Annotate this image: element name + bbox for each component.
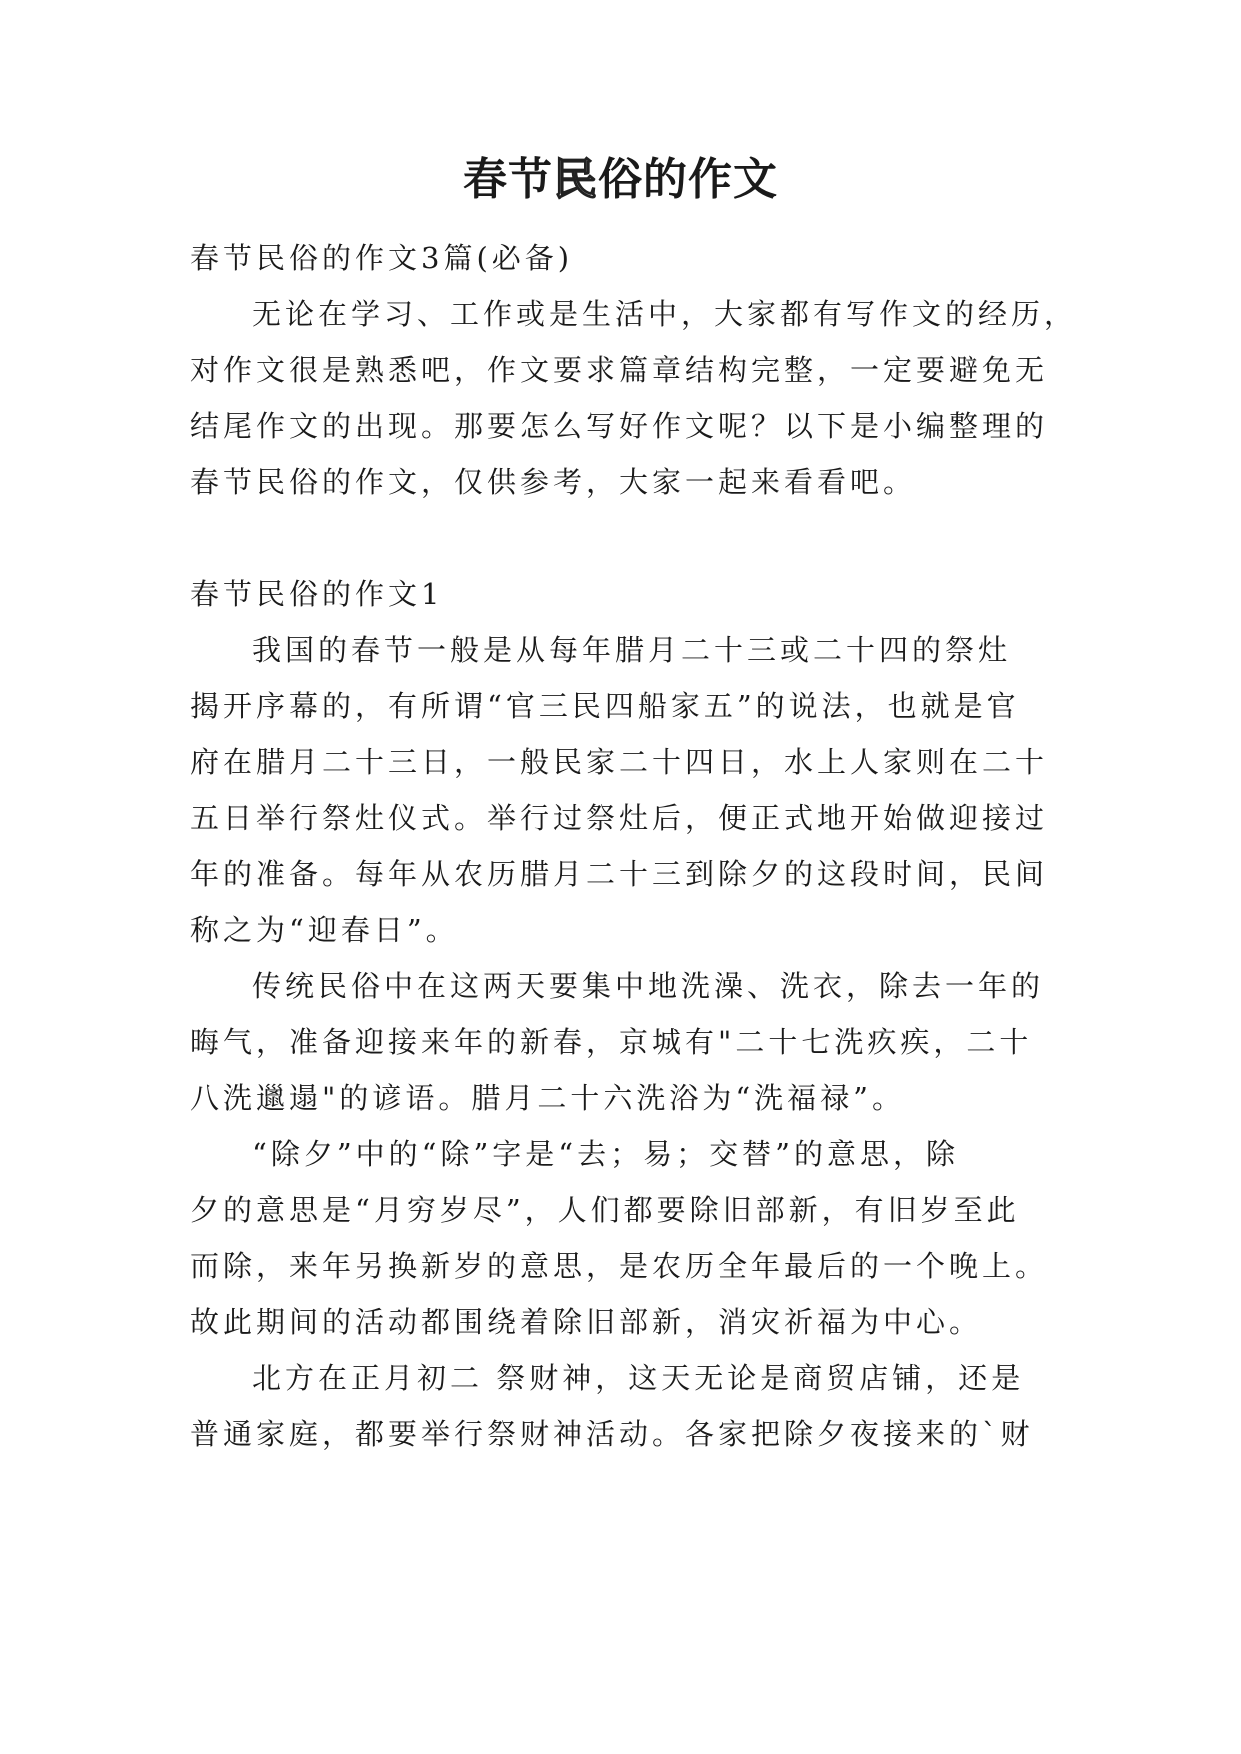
paragraph-4-line-2: 普通家庭，都要举行祭财神活动。各家把除夕夜接来的`财: [190, 1417, 1034, 1451]
title-outlined-char: 民: [553, 154, 598, 205]
paragraph-2-line-3: 八洗邋遢"的谚语。腊月二十六洗浴为“洗福禄”。: [190, 1081, 905, 1115]
paragraph-2-line-2: 晦气，准备迎接来年的新春，京城有"二十七洗疚疾，二十: [190, 1025, 1033, 1059]
paragraph-1-line-3: 府在腊月二十三日，一般民家二十四日，水上人家则在二十: [190, 745, 1049, 779]
document-title: [0, 150, 1241, 210]
paragraph-1-line-4: 五日举行祭灶仪式。举行过祭灶后，便正式地开始做迎接过: [190, 801, 1049, 835]
intro-line-1: 无论在学习、工作或是生活中，大家都有写作文的经历，: [252, 297, 1078, 331]
paragraph-1-line-2: 揭开序幕的，有所谓“官三民四船家五”的说法，也就是官: [190, 689, 1020, 723]
paragraph-1-line-5: 年的准备。每年从农历腊月二十三到除夕的这段时间，民间: [190, 857, 1049, 891]
intro-heading: 春节民俗的作文3篇(必备): [190, 241, 574, 275]
paragraph-2: [190, 958, 1070, 1126]
paragraph-1-line-1: 我国的春节一般是从每年腊月二十三或二十四的祭灶: [252, 633, 1012, 667]
document-body: [190, 230, 1078, 1462]
paragraph-3-line-1: “除夕”中的“除”字是“去；易；交替”的意思，除: [252, 1137, 959, 1171]
intro-line-3: 结尾作文的出现。那要怎么写好作文呢？以下是小编整理的: [190, 409, 1049, 443]
title-part-1: 春节: [463, 154, 553, 205]
intro-paragraph: [190, 286, 1078, 510]
paragraph-4-line-1: 北方在正月初二 祭财神，这天无论是商贸店铺，还是: [252, 1361, 1025, 1395]
paragraph-3: [190, 1126, 1070, 1350]
paragraph-1-line-6: 称之为“迎春日”。: [190, 913, 459, 947]
title-part-2: 俗的作文: [598, 154, 778, 205]
section-heading: 春节民俗的作文1: [190, 577, 444, 611]
paragraph-4: [190, 1350, 1070, 1462]
paragraph-3-line-2: 夕的意思是“月穷岁尽”，人们都要除旧部新，有旧岁至此: [190, 1193, 1020, 1227]
intro-line-2: 对作文很是熟悉吧，作文要求篇章结构完整，一定要避免无: [190, 353, 1049, 387]
paragraph-2-line-1: 传统民俗中在这两天要集中地洗澡、洗衣，除去一年的: [252, 969, 1045, 1003]
intro-line-4: 春节民俗的作文，仅供参考，大家一起来看看吧。: [190, 465, 917, 499]
paragraph-3-line-4: 故此期间的活动都围绕着除旧部新，消灾祈福为中心。: [190, 1305, 983, 1339]
paragraph-1: [190, 622, 1070, 958]
paragraph-3-line-3: 而除，来年另换新岁的意思，是农历全年最后的一个晚上。: [190, 1249, 1049, 1283]
section-spacer: [190, 510, 1070, 566]
